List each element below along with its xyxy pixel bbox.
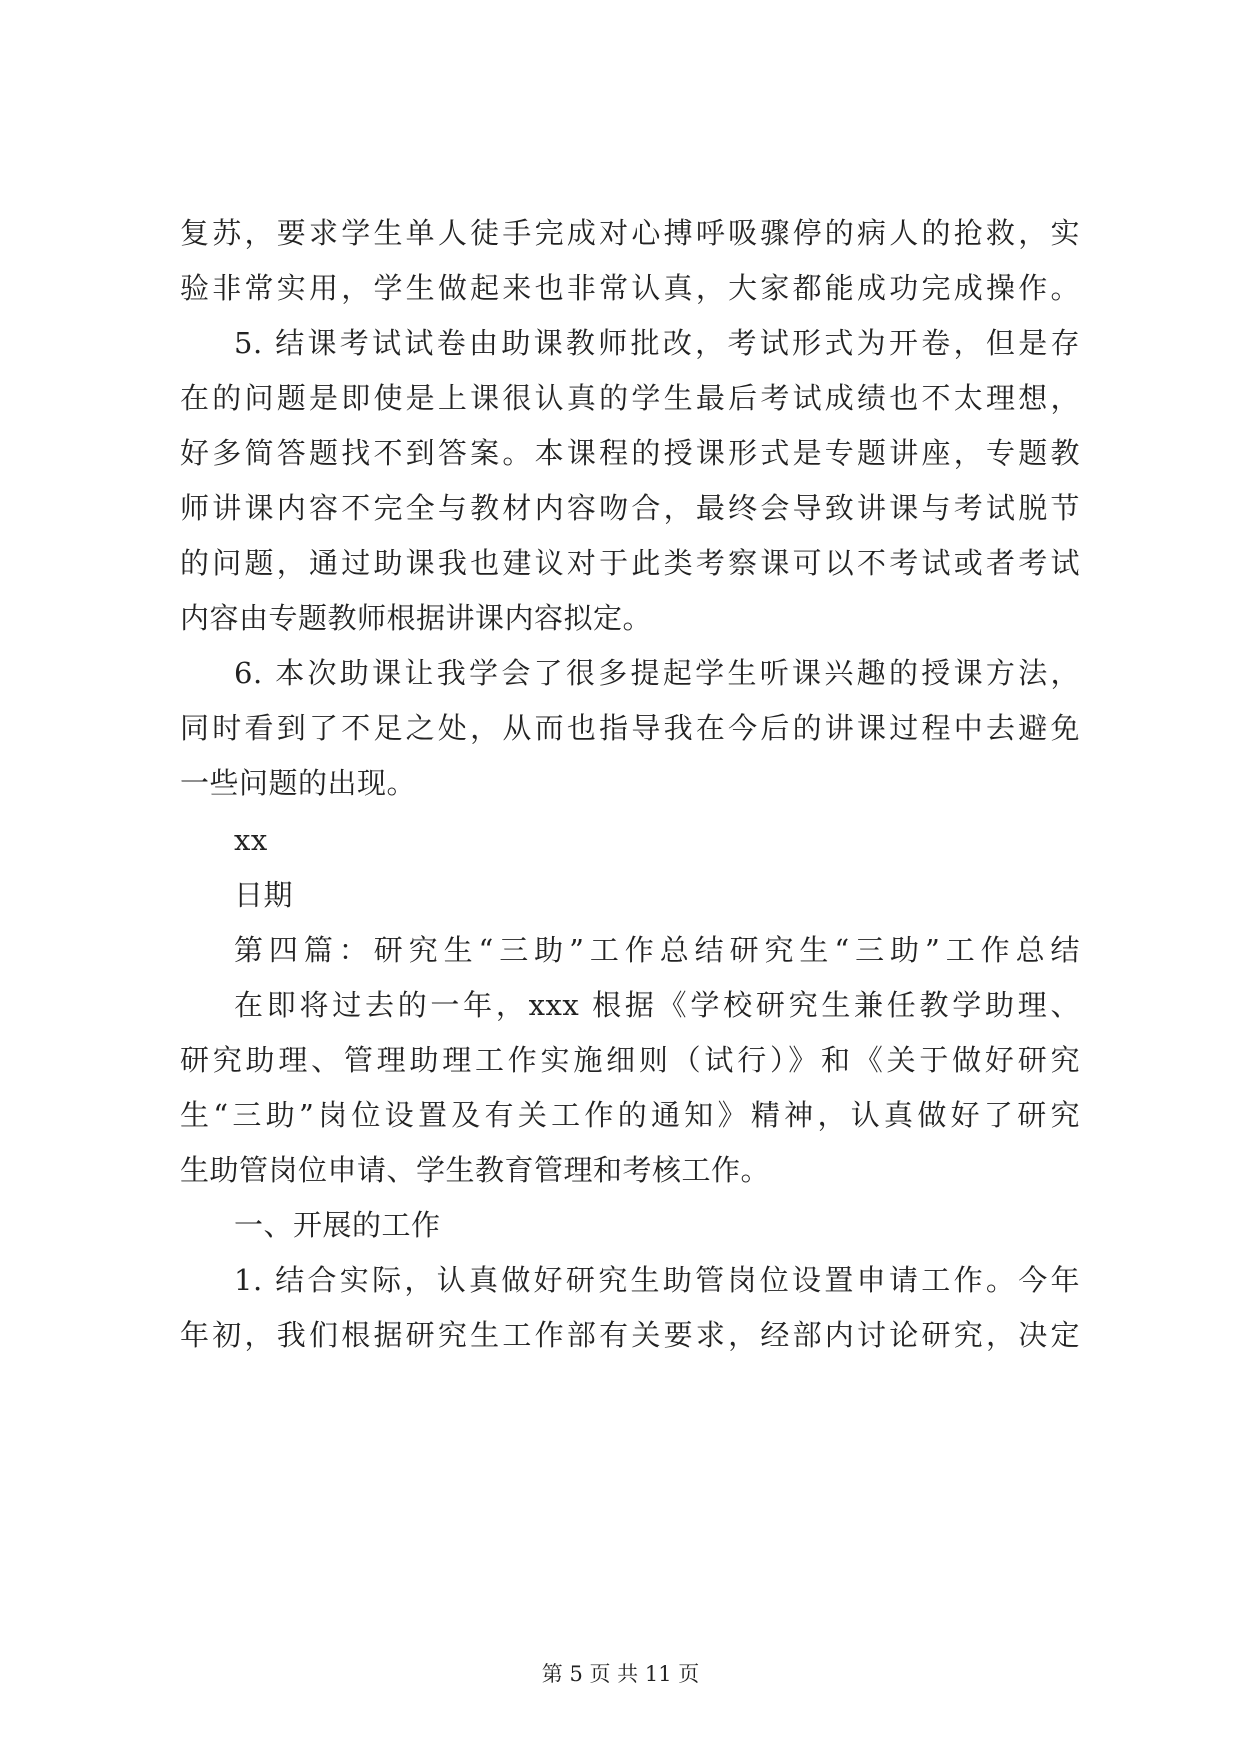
body-line-8: 内容由专题教师根据讲课内容拟定。 [180,601,653,635]
body-line-4: 在的问题是即使是上课很认真的学生最后考试成绩也不太理想， [180,381,1080,415]
section-heading: 第四篇：研究生“三助”工作总结研究生“三助”工作总结 [234,933,1080,967]
body-line-10: 同时看到了不足之处，从而也指导我在今后的讲课过程中去避免 [180,711,1080,745]
body-line-16: 研究助理、管理助理工作实施细则（试行）》和《关于做好研究 [180,1043,1080,1077]
body-line-11: 一些问题的出现。 [180,766,417,800]
signature-date: 日期 [234,878,294,912]
subsection-heading: 一、开展的工作 [234,1208,441,1242]
body-line-7: 的问题，通过助课我也建议对于此类考察课可以不考试或者考试 [180,546,1080,580]
page-number-footer: 第 5 页 共 11 页 [541,1662,700,1686]
body-line-3: 5. 结课考试试卷由助课教师批改，考试形式为开卷，但是存 [234,326,1080,360]
body-line-1: 复苏，要求学生单人徒手完成对心搏呼吸骤停的病人的抢救，实 [180,216,1080,250]
body-line-20: 1. 结合实际，认真做好研究生助管岗位设置申请工作。今年 [234,1263,1080,1297]
body-line-21: 年初，我们根据研究生工作部有关要求，经部内讨论研究，决定 [180,1318,1080,1352]
body-line-6: 师讲课内容不完全与教材内容吻合，最终会导致讲课与考试脱节 [180,491,1080,525]
body-line-15: 在即将过去的一年，xxx 根据《学校研究生兼任教学助理、 [234,988,1080,1022]
body-line-5: 好多简答题找不到答案。本课程的授课形式是专题讲座，专题教 [180,436,1080,470]
body-line-2: 验非常实用，学生做起来也非常认真，大家都能成功完成操作。 [180,271,1080,305]
body-line-18: 生助管岗位申请、学生教育管理和考核工作。 [180,1153,771,1187]
body-line-17: 生“三助”岗位设置及有关工作的通知》精神，认真做好了研究 [180,1098,1080,1132]
body-line-9: 6. 本次助课让我学会了很多提起学生听课兴趣的授课方法， [234,656,1080,690]
signature-name: xx [234,823,268,857]
